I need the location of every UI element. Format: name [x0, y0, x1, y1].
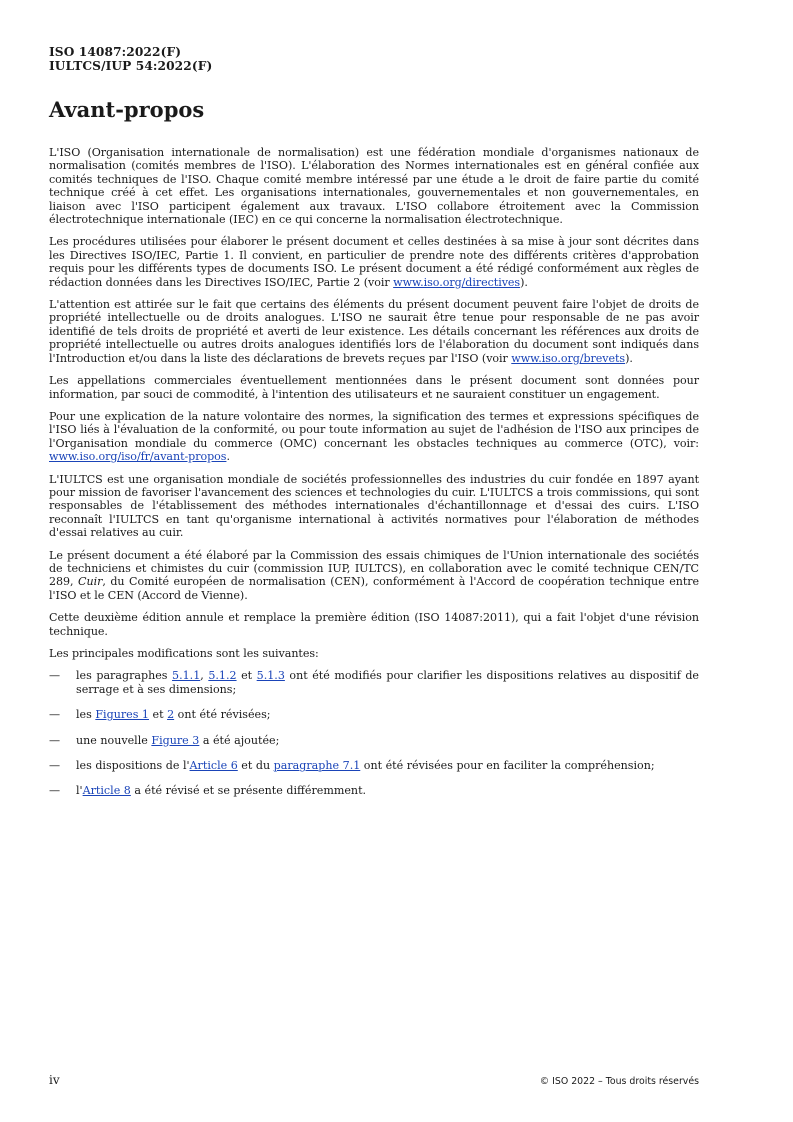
- paragraph-committee: Le présent document a été élaboré par la Commission des essais chimiques de l'Union internationale des sociétés de techniciens et chimistes du cuir (commission IUP, IULTCS), en collaboration avec le comité technique CEN/TC 289, Cuir, du Comité européen de normalisation (CEN), conformément à l'Accord de coopération technique entre l'ISO et le CEN (Accord de Vienne).: [49, 548, 699, 602]
- paragraph-patents: L'attention est attirée sur le fait que certains des éléments du présent document peuvent faire l'objet de droits de propriété intellectuelle ou de droits analogues. L'ISO ne saurait être tenue pour responsable de ne pas avoir identifié de tels droits de propriété et averti de leur existence. Les détails concernant les références aux droits de propriété intellectuelle ou autres droits analogues identifiés lors de l'élaboration du document sont indiqués dans l'Introduction et/ou dans la liste des déclarations de brevets reçues par l'ISO (voir www.iso.org/brevets).: [49, 298, 699, 365]
- list-item: — les Figures 1 et 2 ont été révisées;: [49, 708, 271, 722]
- page-footer: [49, 1073, 699, 1087]
- page-number: iv: [49, 1073, 60, 1087]
- list-item: — l'Article 8 a été révisé et se présente différemment.: [49, 784, 367, 798]
- page: [49, 45, 699, 810]
- paragraph-changes-intro: Les principales modifications sont les suivantes:: [49, 647, 319, 660]
- link-article-8[interactable]: Article 8: [82, 784, 131, 798]
- document-id-iso: ISO 14087:2022(F): [49, 45, 182, 59]
- copyright-notice: © ISO 2022 – Tous droits réservés: [539, 1076, 699, 1087]
- link-figure-3[interactable]: Figure 3: [151, 733, 200, 747]
- link-paragraphe-7-1[interactable]: paragraphe 7.1: [273, 759, 361, 773]
- link-figures-1[interactable]: Figures 1: [95, 708, 149, 722]
- paragraph-iso-intro: L'ISO (Organisation internationale de normalisation) est une fédération mondiale d'organismes nationaux de normalisation (comités membres de l'ISO). L'élaboration des Normes internationales est en général confiée aux comités techniques de l'ISO. Chaque comité membre intéressé par une étude a le droit de faire partie du comité technique créé à cet effet. Les organisations internationales, gouvernementales et non gouvernementales, en liaison avec l'ISO participent également aux travaux. L'ISO collabore étroitement avec la Commission électrotechnique internationale (IEC) en ce qui concerne la normalisation électrotechnique.: [49, 146, 699, 227]
- foreword-link[interactable]: www.iso.org/iso/fr/avant-propos: [49, 450, 227, 464]
- list-item: — les paragraphes 5.1.1, 5.1.2 et 5.1.3 ont été modifiés pour clarifier les dispositions relatives au dispositif de serrage et à ses dimensions;: [49, 669, 699, 696]
- list-item: — une nouvelle Figure 3 a été ajoutée;: [49, 733, 280, 747]
- paragraph-edition: Cette deuxième édition annule et remplace la première édition (ISO 14087:2011), qui a fait l'objet d'une révision technique.: [49, 611, 699, 638]
- patents-link[interactable]: www.iso.org/brevets: [511, 351, 626, 365]
- link-article-6[interactable]: Article 6: [189, 759, 238, 773]
- list-item: — les dispositions de l'Article 6 et du paragraphe 7.1 ont été révisées pour en faciliter la compréhension;: [49, 759, 655, 773]
- changes-list: [49, 669, 699, 797]
- paragraph-trade-names: Les appellations commerciales éventuellement mentionnées dans le présent document sont données pour information, par souci de commodité, à l'intention des utilisateurs et ne sauraient constituer un engagement.: [49, 374, 699, 401]
- directives-link[interactable]: www.iso.org/directives: [393, 275, 521, 289]
- link-figure-2[interactable]: 2: [167, 708, 175, 722]
- document-id-iultcs: IULTCS/IUP 54:2022(F): [49, 59, 213, 73]
- link-5-1-3[interactable]: 5.1.3: [256, 669, 285, 683]
- link-5-1-2[interactable]: 5.1.2: [208, 669, 237, 683]
- paragraph-voluntary-nature: Pour une explication de la nature volontaire des normes, la signification des termes et expressions spécifiques de l'ISO liés à l'évaluation de la conformité, ou pour toute information au sujet de l'adhésion de l'ISO aux principes de l'Organisation mondiale du commerce (OMC) concernant les obstacles techniques au commerce (OTC), voir: www.iso.org/iso/fr/avant-propos.: [49, 409, 699, 464]
- link-5-1-1[interactable]: 5.1.1: [172, 669, 201, 683]
- paragraph-iultcs: L'IULTCS est une organisation mondiale de sociétés professionnelles des industries du cuir fondée en 1897 ayant pour mission de favoriser l'avancement des sciences et technologies du cuir. L'IULTCS a trois commissions, qui sont responsables de l'établissement des méthodes internationales d'échantillonnage et d'essai des cuirs. L'ISO reconnaît l'IULTCS en tant qu'organisme international à activités normatives pour l'élaboration de méthodes d'essai relatives au cuir.: [49, 472, 699, 540]
- paragraph-procedures: Les procédures utilisées pour élaborer le présent document et celles destinées à sa mise à jour sont décrites dans les Directives ISO/IEC, Partie 1. Il convient, en particulier de prendre note des différents critères d'approbation requis pour les différents types de documents ISO. Le présent document a été rédigé conformément aux règles de rédaction données dans les Directives ISO/IEC, Partie 2 (voir www.iso.org/directives).: [49, 235, 699, 289]
- section-title: Avant-propos: [49, 97, 205, 122]
